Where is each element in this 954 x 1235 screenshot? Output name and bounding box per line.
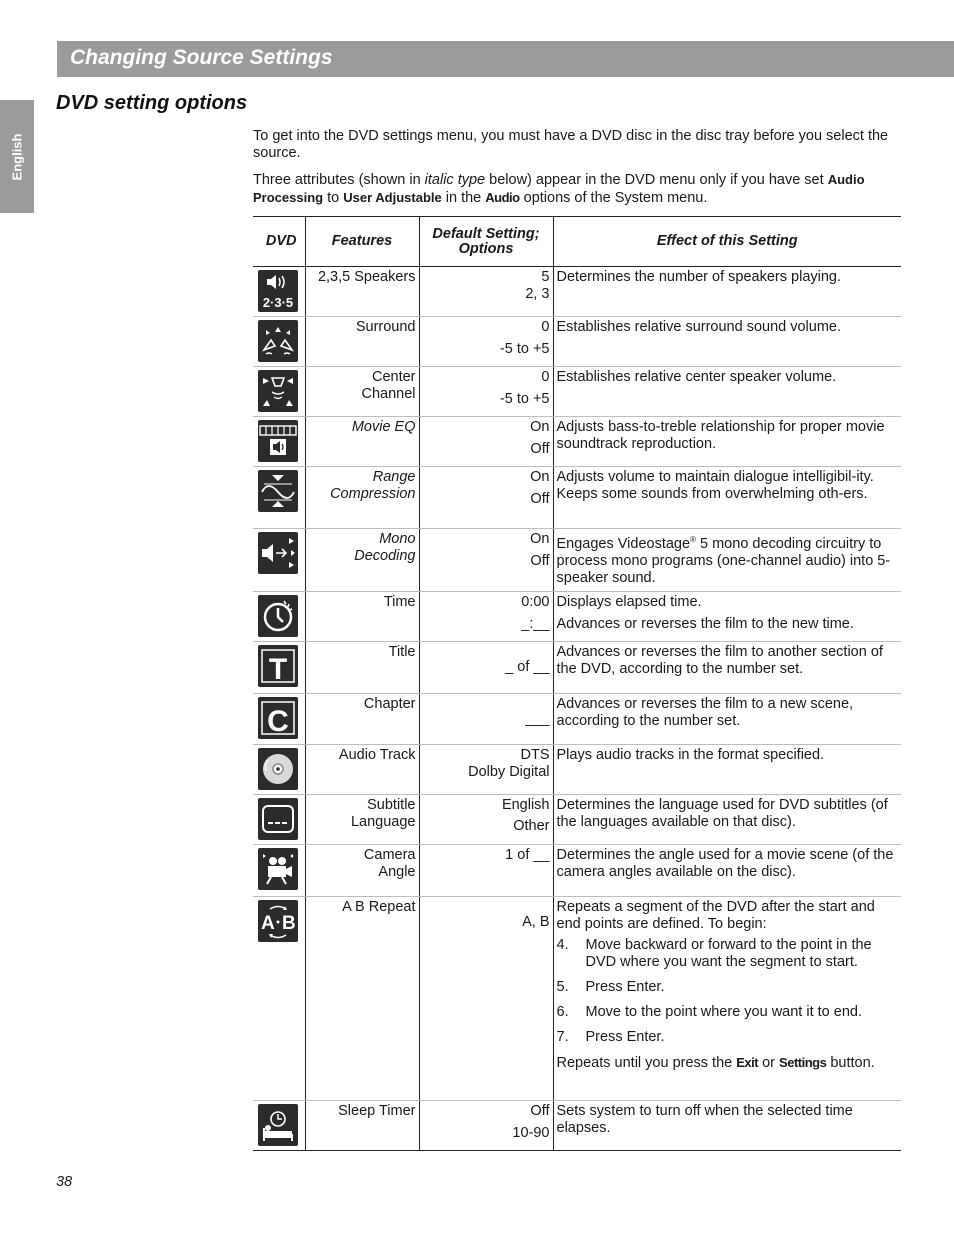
exit-button-term: Exit	[736, 1055, 759, 1070]
default-cell: DTS Dolby Digital	[419, 745, 553, 795]
default-cell: English Other	[419, 795, 553, 845]
effect-cell: Establishes relative surround sound volume.	[553, 317, 901, 367]
movie-eq-icon	[258, 420, 298, 462]
table-row	[253, 694, 901, 745]
table-row	[253, 745, 901, 795]
default-cell: On Off	[419, 529, 553, 592]
effect-cell: Adjusts bass-to-treble relationship for proper movie soundtrack reproduction.	[553, 417, 901, 467]
table-row	[253, 529, 901, 592]
speakers-235-icon	[258, 270, 298, 312]
section-banner	[57, 41, 954, 77]
effect-cell: Determines the number of speakers playing.	[553, 267, 901, 317]
language-tab	[0, 100, 34, 213]
default-cell: On Off	[419, 467, 553, 529]
feature-cell: Title	[305, 642, 419, 694]
title-icon	[258, 645, 298, 687]
feature-cell: Range Compression	[305, 467, 419, 529]
feature-cell: Chapter	[305, 694, 419, 745]
subtitle-icon	[258, 798, 298, 840]
effect-cell: Establishes relative center speaker volume.	[553, 367, 901, 417]
effect-cell: Displays elapsed time. Advances or reverses the film to the new time.	[553, 592, 901, 642]
effect-cell: Determines the language used for DVD subtitles (of the languages available on that disc).	[553, 795, 901, 845]
default-cell: On Off	[419, 417, 553, 467]
list-item: 5. Press Enter.	[556, 979, 665, 995]
list-item: 6. Move to the point where you want it to end.	[556, 1004, 862, 1020]
svg-text:T: T	[268, 653, 288, 686]
feature-cell: Audio Track	[305, 745, 419, 795]
user-adjustable-term: User Adjustable	[343, 190, 442, 205]
default-cell: Off 10-90	[419, 1101, 553, 1151]
center-channel-icon	[258, 370, 298, 412]
table-row	[253, 795, 901, 845]
effect-cell: Determines the angle used for a movie scene (of the camera angles available on the disc).	[553, 845, 901, 897]
feature-cell: Subtitle Language	[305, 795, 419, 845]
svg-text:B: B	[282, 913, 296, 934]
feature-cell: Movie EQ	[305, 417, 419, 467]
header-effect: Effect of this Setting	[553, 217, 901, 267]
ab-repeat-icon	[258, 900, 298, 942]
feature-cell: Sleep Timer	[305, 1101, 419, 1151]
table-header-row	[253, 217, 901, 267]
table-row	[253, 642, 901, 694]
settings-button-term: Settings	[779, 1055, 827, 1070]
mono-decoding-icon	[258, 532, 298, 574]
header-default-setting: Default Setting; Options	[419, 217, 553, 267]
feature-cell: Mono Decoding	[305, 529, 419, 592]
table-row	[253, 367, 901, 417]
svg-text:2·3·5: 2·3·5	[262, 295, 294, 310]
feature-cell: Center Channel	[305, 367, 419, 417]
audio-processing-term: Audio Processing	[253, 172, 865, 205]
feature-cell: Surround	[305, 317, 419, 367]
table-row	[253, 897, 901, 1101]
svg-text:C: C	[267, 705, 289, 738]
svg-text:A: A	[261, 913, 275, 934]
default-cell: 5 2, 3	[419, 267, 553, 317]
table-row	[253, 267, 901, 317]
effect-cell: Advances or reverses the film to another section of the DVD, according to the number set.	[553, 642, 901, 694]
surround-icon	[258, 320, 298, 362]
effect-cell: Plays audio tracks in the format specified.	[553, 745, 901, 795]
default-cell: 0 -5 to +5	[419, 367, 553, 417]
time-icon	[258, 595, 298, 637]
chapter-icon	[258, 697, 298, 739]
intro-paragraph-2: Three attributes (shown in italic type below) appear in the DVD menu only if you have set Audio Processing to User Adjustable in the Audio options of the System menu.	[253, 172, 865, 206]
header-features: Features	[305, 217, 419, 267]
effect-cell: Adjusts volume to maintain dialogue intelligibil-ity. Keeps some sounds from overwhelming oth-ers.	[553, 467, 901, 529]
list-item: 4. Move backward or forward to the point in the DVD where you want the segment to start.	[556, 937, 872, 970]
sleep-timer-icon	[258, 1104, 298, 1146]
feature-cell: A B Repeat	[305, 897, 419, 1101]
default-cell: 1 of __	[419, 845, 553, 897]
range-compression-icon	[258, 470, 298, 512]
feature-cell: Time	[305, 592, 419, 642]
default-cell: A, B	[419, 897, 553, 1101]
effect-cell: Sets system to turn off when the selected time elapses.	[553, 1101, 901, 1151]
section-title: DVD setting options	[56, 92, 248, 114]
table-row	[253, 467, 901, 529]
default-cell: _ of __	[419, 642, 553, 694]
table-row	[253, 1101, 901, 1151]
effect-cell: Repeats a segment of the DVD after the start and end points are defined. To begin: 4. Move backward or forward to the point in the DVD where you want the segment to start. 5. Press Enter. 6. Move to the point where you want it to end. 7. Press Enter. Repeats until you press the Exit or Settings button.	[553, 897, 901, 1101]
feature-cell: 2,3,5 Speakers	[305, 267, 419, 317]
audio-track-icon	[258, 748, 298, 790]
table-row	[253, 592, 901, 642]
dvd-settings-table	[253, 216, 901, 1151]
default-cell: 0:00 _:__	[419, 592, 553, 642]
effect-cell: Advances or reverses the film to a new scene, according to the number set.	[553, 694, 901, 745]
page-number: 38	[56, 1174, 73, 1190]
effect-cell: Engages Videostage® 5 mono decoding circuitry to process mono programs (one-channel audio) into 5-speaker sound.	[553, 529, 901, 592]
list-item: 7. Press Enter.	[556, 1029, 665, 1045]
table-row	[253, 317, 901, 367]
ab-repeat-steps	[557, 937, 899, 1046]
banner-title: Changing Source Settings	[70, 46, 333, 69]
table-row	[253, 417, 901, 467]
default-cell: 0 -5 to +5	[419, 317, 553, 367]
table-row	[253, 845, 901, 897]
intro-paragraph-1: To get into the DVD settings menu, you must have a DVD disc in the disc tray before you select the source.	[253, 128, 889, 161]
header-dvd: DVD	[253, 217, 305, 267]
feature-cell: Camera Angle	[305, 845, 419, 897]
camera-angle-icon	[258, 848, 298, 890]
audio-term: Audio	[485, 190, 520, 205]
default-cell: ___	[419, 694, 553, 745]
language-tab-label: English	[9, 133, 25, 181]
